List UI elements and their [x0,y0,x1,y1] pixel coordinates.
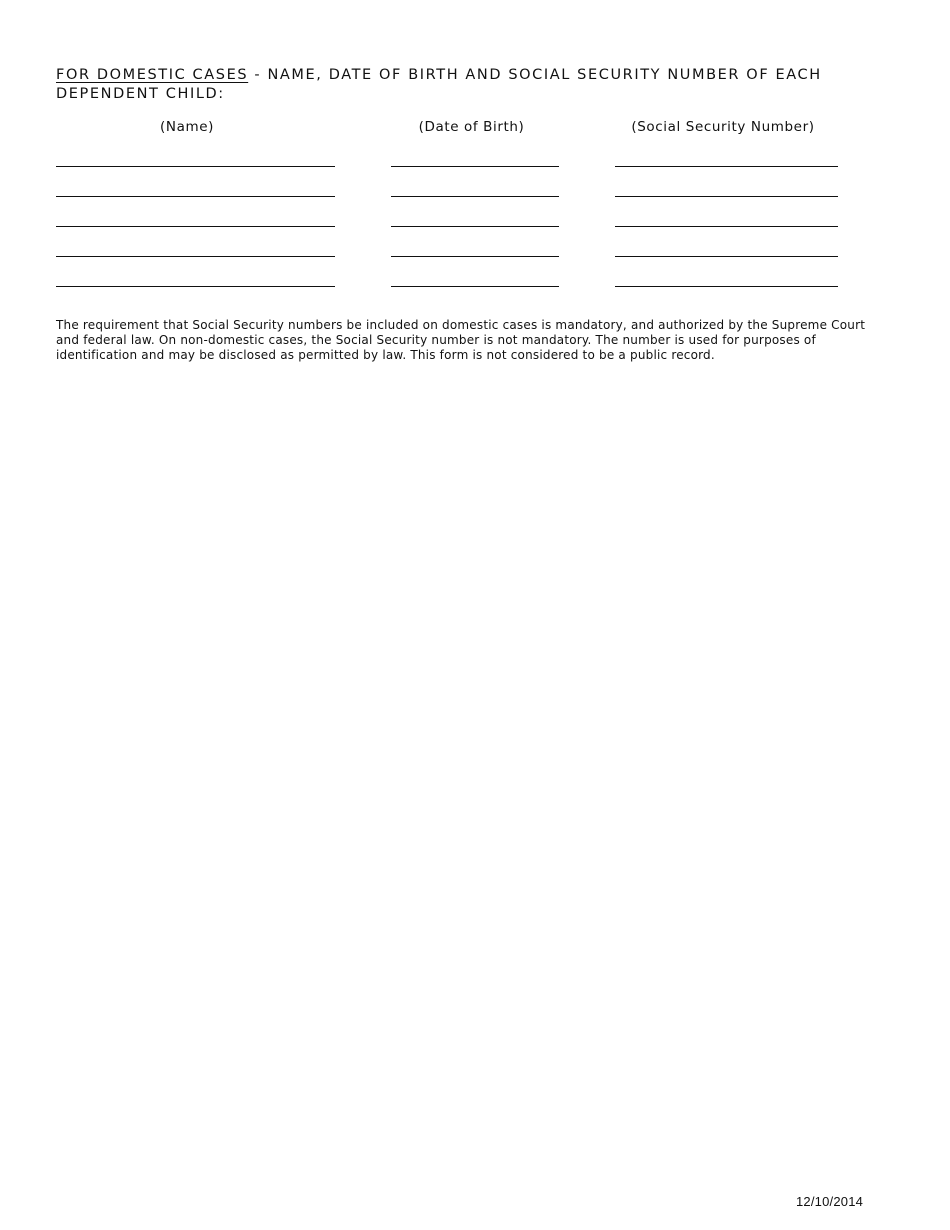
ssn-blank-line[interactable] [615,166,838,167]
ssn-blank-line[interactable] [615,286,838,287]
name-blank-line[interactable] [56,286,335,287]
section-heading [56,66,876,104]
ssn-requirement-notice: The requirement that Social Security numbers be included on domestic cases is mandatory, and authorized by the Supreme Court and federal law. On non-domestic cases, the Social Security number is not mandatory. The number is used for purposes of identification and may be disclosed as permitted by law. This form is not considered to be a public record. [56,318,866,362]
child-entry-row [0,286,950,287]
ssn-blank-line[interactable] [615,196,838,197]
child-entry-row [0,196,950,197]
name-blank-line[interactable] [56,256,335,257]
heading-underlined: FOR DOMESTIC CASES [56,67,249,83]
column-header-date-of-birth: (Date of Birth) [418,119,525,135]
date-of-birth-blank-line[interactable] [391,256,559,257]
name-blank-line[interactable] [56,196,335,197]
date-of-birth-blank-line[interactable] [391,196,559,197]
column-header-name: (Name) [160,119,214,135]
name-blank-line[interactable] [56,166,335,167]
child-entry-row [0,166,950,167]
ssn-blank-line[interactable] [615,226,838,227]
name-blank-line[interactable] [56,226,335,227]
date-of-birth-blank-line[interactable] [391,226,559,227]
child-entry-row [0,256,950,257]
child-entry-row [0,226,950,227]
heading-rest: - NAME, DATE OF BIRTH AND SOCIAL SECURITY NUMBER OF EACH DEPENDENT CHILD: [56,67,822,102]
ssn-blank-line[interactable] [615,256,838,257]
date-of-birth-blank-line[interactable] [391,286,559,287]
column-header-ssn: (Social Security Number) [631,119,815,135]
form-revision-date: 12/10/2014 [796,1194,864,1209]
date-of-birth-blank-line[interactable] [391,166,559,167]
